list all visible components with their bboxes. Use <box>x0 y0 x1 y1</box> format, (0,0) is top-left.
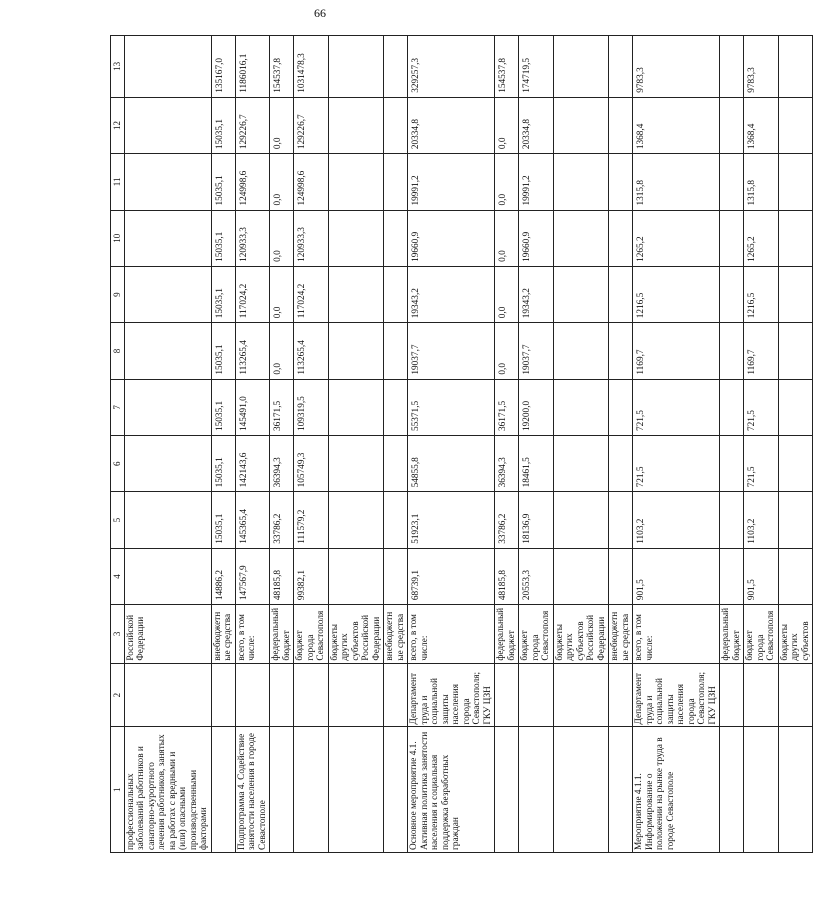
value-cell: 33786,2 <box>495 492 519 548</box>
value-cell: 14886,2 <box>211 548 235 604</box>
value-cell <box>553 492 609 548</box>
value-cell: 68739,1 <box>408 548 495 604</box>
row-label-cell <box>211 663 235 727</box>
row-label-cell: бюджеты других субъектов Российской Федерации <box>328 605 384 664</box>
value-cell <box>553 154 609 210</box>
value-cell: 113265,4 <box>294 323 329 379</box>
value-cell <box>720 266 744 322</box>
row-label-cell <box>270 663 294 727</box>
value-cell <box>609 323 633 379</box>
value-cell: 901,5 <box>744 548 779 604</box>
column-header: 10 <box>111 210 125 266</box>
value-cell: 109319,5 <box>294 379 329 435</box>
value-cell <box>720 210 744 266</box>
value-cell: 142143,6 <box>235 436 270 492</box>
value-cell <box>328 323 384 379</box>
row-label-cell <box>495 663 519 727</box>
budget-table <box>110 35 813 853</box>
value-cell: 15035,1 <box>211 436 235 492</box>
row-label-cell <box>384 727 408 853</box>
row-label-cell: всего, в том числе: <box>633 605 720 664</box>
column-header: 5 <box>111 492 125 548</box>
row-label-cell <box>519 727 554 853</box>
value-cell: 33786,2 <box>270 492 294 548</box>
value-cell <box>124 436 211 492</box>
value-cell: 0,0 <box>495 210 519 266</box>
value-cell: 1216,5 <box>633 266 720 322</box>
row-label-cell: федеральный бюджет <box>495 605 519 664</box>
value-cell: 9783,3 <box>744 36 779 98</box>
row-label-cell <box>744 663 779 727</box>
value-cell: 0,0 <box>495 97 519 153</box>
value-cell <box>124 323 211 379</box>
table-row <box>519 36 554 853</box>
value-cell: 36394,3 <box>270 436 294 492</box>
value-cell: 147567,9 <box>235 548 270 604</box>
row-label-cell: бюджет города Севастополя <box>519 605 554 664</box>
column-header: 12 <box>111 97 125 153</box>
value-cell <box>124 548 211 604</box>
value-cell <box>384 210 408 266</box>
row-label-cell <box>553 727 609 853</box>
value-cell: 15035,1 <box>211 492 235 548</box>
row-label-cell <box>720 663 744 727</box>
value-cell: 19037,7 <box>519 323 554 379</box>
value-cell: 1103,2 <box>633 492 720 548</box>
value-cell <box>609 97 633 153</box>
column-header: 13 <box>111 36 125 98</box>
value-cell <box>124 492 211 548</box>
value-cell: 117024,2 <box>235 266 270 322</box>
value-cell: 721,5 <box>744 379 779 435</box>
row-label-cell: федеральный бюджет <box>270 605 294 664</box>
table-row <box>328 36 384 853</box>
value-cell <box>609 548 633 604</box>
table-row <box>235 36 270 853</box>
table-row <box>495 36 519 853</box>
value-cell <box>553 266 609 322</box>
value-cell <box>778 436 813 492</box>
row-label-cell <box>270 727 294 853</box>
value-cell: 0,0 <box>495 266 519 322</box>
value-cell: 174719,5 <box>519 36 554 98</box>
row-label-cell <box>235 663 270 727</box>
value-cell: 1031478,3 <box>294 36 329 98</box>
row-label-cell <box>609 727 633 853</box>
value-cell: 145491,0 <box>235 379 270 435</box>
value-cell: 20334,8 <box>519 97 554 153</box>
column-header: 4 <box>111 548 125 604</box>
row-label-cell: Российской Федерации <box>124 605 211 664</box>
row-label-cell: Департамент труда и социальной защиты населения города Севастополя; ГКУ ЦЗН <box>633 663 720 727</box>
row-label-cell: всего, в том числе: <box>408 605 495 664</box>
value-cell <box>778 323 813 379</box>
row-label-cell: федеральный бюджет <box>720 605 744 664</box>
table-row <box>553 36 609 853</box>
column-header: 7 <box>111 379 125 435</box>
table-row <box>211 36 235 853</box>
value-cell: 154537,8 <box>270 36 294 98</box>
table-row <box>384 36 408 853</box>
value-cell: 901,5 <box>633 548 720 604</box>
column-header: 1 <box>111 727 125 853</box>
row-label-cell: внебюджетные средства <box>211 605 235 664</box>
value-cell <box>124 379 211 435</box>
row-label-cell: Основное мероприятие 4.1. Активная политика занятости населения и социальная поддержка безработных граждан <box>408 727 495 853</box>
value-cell: 1216,5 <box>744 266 779 322</box>
row-label-cell: внебюджетные средства <box>609 605 633 664</box>
value-cell: 124998,6 <box>294 154 329 210</box>
value-cell: 154537,8 <box>495 36 519 98</box>
value-cell: 51923,1 <box>408 492 495 548</box>
row-label-cell: профессиональных заболеваний работников и санаторно-курортного лечения работников, занятых на работах с вредными и (или) опасными производственными факторами <box>124 727 211 853</box>
value-cell <box>720 36 744 98</box>
value-cell: 0,0 <box>270 323 294 379</box>
table-row <box>270 36 294 853</box>
value-cell <box>553 323 609 379</box>
value-cell: 20334,8 <box>408 97 495 153</box>
table-row <box>408 36 495 853</box>
row-label-cell <box>294 663 329 727</box>
row-label-cell: бюджет города Севастополя <box>744 605 779 664</box>
table-row <box>124 36 211 853</box>
value-cell: 20553,3 <box>519 548 554 604</box>
row-label-cell <box>744 727 779 853</box>
value-cell: 15035,1 <box>211 266 235 322</box>
value-cell: 1103,2 <box>744 492 779 548</box>
value-cell: 113265,4 <box>235 323 270 379</box>
value-cell: 15035,1 <box>211 97 235 153</box>
value-cell: 117024,2 <box>294 266 329 322</box>
header-row <box>111 36 125 853</box>
row-label-cell <box>211 727 235 853</box>
value-cell <box>384 548 408 604</box>
value-cell <box>720 379 744 435</box>
value-cell: 0,0 <box>270 210 294 266</box>
row-label-cell <box>720 727 744 853</box>
value-cell: 129226,7 <box>235 97 270 153</box>
value-cell <box>328 379 384 435</box>
value-cell: 135167,0 <box>211 36 235 98</box>
value-cell <box>124 97 211 153</box>
value-cell <box>609 492 633 548</box>
value-cell <box>328 436 384 492</box>
value-cell: 36171,5 <box>270 379 294 435</box>
value-cell: 120933,3 <box>294 210 329 266</box>
value-cell <box>384 379 408 435</box>
value-cell: 0,0 <box>270 154 294 210</box>
column-header: 2 <box>111 663 125 727</box>
column-header: 6 <box>111 436 125 492</box>
row-label-cell: Подпрограмма 4. Содействие занятости населения в городе Севастополе <box>235 727 270 853</box>
value-cell <box>553 436 609 492</box>
value-cell <box>553 548 609 604</box>
value-cell <box>328 210 384 266</box>
value-cell <box>553 379 609 435</box>
value-cell <box>328 97 384 153</box>
column-header: 3 <box>111 605 125 664</box>
value-cell <box>720 436 744 492</box>
value-cell <box>124 154 211 210</box>
value-cell: 111579,2 <box>294 492 329 548</box>
row-label-cell <box>384 663 408 727</box>
value-cell: 54855,8 <box>408 436 495 492</box>
value-cell: 1315,8 <box>633 154 720 210</box>
table-row <box>778 36 813 853</box>
row-label-cell: бюджеты других субъектов <box>778 605 813 664</box>
value-cell: 329257,3 <box>408 36 495 98</box>
value-cell: 129226,7 <box>294 97 329 153</box>
value-cell <box>778 36 813 98</box>
value-cell: 19037,7 <box>408 323 495 379</box>
value-cell: 19343,2 <box>408 266 495 322</box>
row-label-cell: бюджеты других субъектов Российской Федерации <box>553 605 609 664</box>
column-header: 8 <box>111 323 125 379</box>
page-number: 66 <box>314 6 326 20</box>
value-cell: 120933,3 <box>235 210 270 266</box>
value-cell <box>609 266 633 322</box>
value-cell: 1169,7 <box>744 323 779 379</box>
value-cell <box>328 492 384 548</box>
value-cell: 9783,3 <box>633 36 720 98</box>
value-cell <box>124 266 211 322</box>
value-cell <box>609 436 633 492</box>
value-cell: 55371,5 <box>408 379 495 435</box>
value-cell: 19660,9 <box>408 210 495 266</box>
value-cell <box>328 548 384 604</box>
value-cell <box>609 379 633 435</box>
value-cell <box>384 154 408 210</box>
value-cell <box>720 492 744 548</box>
table-body <box>124 36 813 853</box>
table-row <box>609 36 633 853</box>
value-cell: 1368,4 <box>633 97 720 153</box>
value-cell: 1169,7 <box>633 323 720 379</box>
value-cell: 19343,2 <box>519 266 554 322</box>
row-label-cell <box>294 727 329 853</box>
value-cell <box>720 154 744 210</box>
value-cell: 0,0 <box>495 323 519 379</box>
value-cell <box>328 154 384 210</box>
value-cell <box>553 97 609 153</box>
value-cell <box>384 492 408 548</box>
value-cell: 105749,3 <box>294 436 329 492</box>
value-cell <box>720 323 744 379</box>
value-cell: 36171,5 <box>495 379 519 435</box>
value-cell <box>384 266 408 322</box>
value-cell <box>609 36 633 98</box>
value-cell: 19991,2 <box>408 154 495 210</box>
value-cell <box>328 266 384 322</box>
row-label-cell <box>553 663 609 727</box>
column-header: 11 <box>111 154 125 210</box>
value-cell <box>778 97 813 153</box>
value-cell: 1186016,1 <box>235 36 270 98</box>
row-label-cell: Мероприятие 4.1.1. Информирование о положении на рынке труда в городе Севастополе <box>633 727 720 853</box>
value-cell: 15035,1 <box>211 323 235 379</box>
value-cell <box>124 36 211 98</box>
value-cell: 1265,2 <box>744 210 779 266</box>
value-cell: 1368,4 <box>744 97 779 153</box>
value-cell: 15035,1 <box>211 379 235 435</box>
budget-table-container <box>110 35 811 853</box>
value-cell: 19991,2 <box>519 154 554 210</box>
row-label-cell <box>328 663 384 727</box>
value-cell <box>778 266 813 322</box>
value-cell <box>778 379 813 435</box>
row-label-cell <box>778 663 813 727</box>
value-cell: 19200,0 <box>519 379 554 435</box>
value-cell: 15035,1 <box>211 154 235 210</box>
value-cell <box>778 210 813 266</box>
row-label-cell <box>519 663 554 727</box>
row-label-cell <box>124 663 211 727</box>
table-row <box>744 36 779 853</box>
value-cell: 721,5 <box>633 379 720 435</box>
value-cell: 19660,9 <box>519 210 554 266</box>
value-cell: 0,0 <box>270 97 294 153</box>
value-cell <box>720 548 744 604</box>
value-cell <box>384 323 408 379</box>
value-cell <box>384 97 408 153</box>
value-cell <box>328 36 384 98</box>
value-cell: 1265,2 <box>633 210 720 266</box>
value-cell: 48185,8 <box>270 548 294 604</box>
value-cell: 99382,1 <box>294 548 329 604</box>
value-cell <box>609 154 633 210</box>
value-cell: 721,5 <box>633 436 720 492</box>
table-row <box>294 36 329 853</box>
value-cell: 36394,3 <box>495 436 519 492</box>
table-row <box>633 36 720 853</box>
value-cell <box>720 97 744 153</box>
value-cell <box>778 492 813 548</box>
row-label-cell: Департамент труда и социальной защиты населения города Севастополя; ГКУ ЦЗН <box>408 663 495 727</box>
row-label-cell <box>328 727 384 853</box>
value-cell <box>124 210 211 266</box>
value-cell: 145365,4 <box>235 492 270 548</box>
value-cell <box>384 36 408 98</box>
value-cell: 18461,5 <box>519 436 554 492</box>
value-cell <box>553 210 609 266</box>
row-label-cell: внебюджетные средства <box>384 605 408 664</box>
row-label-cell: бюджет города Севастополя <box>294 605 329 664</box>
value-cell <box>384 436 408 492</box>
table-row <box>720 36 744 853</box>
row-label-cell <box>495 727 519 853</box>
value-cell: 1315,8 <box>744 154 779 210</box>
column-header: 9 <box>111 266 125 322</box>
row-label-cell <box>609 663 633 727</box>
value-cell <box>778 548 813 604</box>
value-cell: 124998,6 <box>235 154 270 210</box>
value-cell: 15035,1 <box>211 210 235 266</box>
value-cell: 0,0 <box>495 154 519 210</box>
row-label-cell <box>778 727 813 853</box>
value-cell: 721,5 <box>744 436 779 492</box>
row-label-cell: всего, в том числе: <box>235 605 270 664</box>
value-cell <box>609 210 633 266</box>
value-cell <box>778 154 813 210</box>
value-cell <box>553 36 609 98</box>
value-cell: 0,0 <box>270 266 294 322</box>
value-cell: 48185,8 <box>495 548 519 604</box>
value-cell: 18136,9 <box>519 492 554 548</box>
